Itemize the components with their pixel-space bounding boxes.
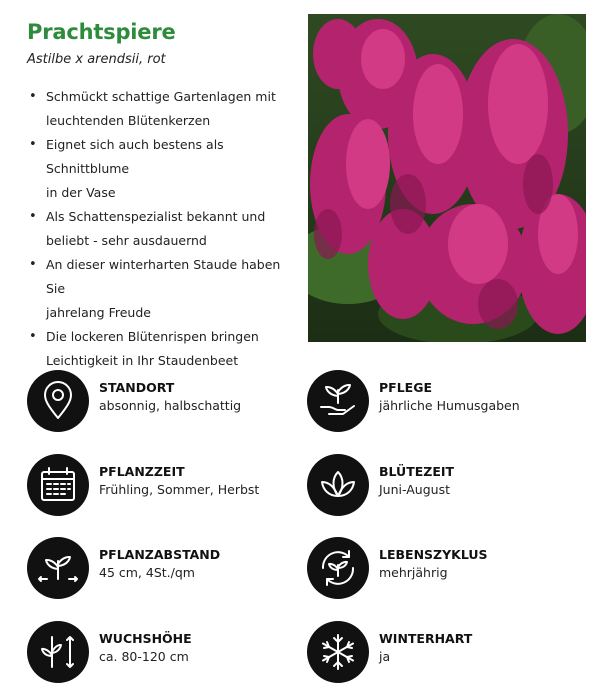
feature-value: 45 cm, 4St./qm <box>99 565 195 580</box>
feature-value: ca. 80-120 cm <box>99 649 189 664</box>
feature-value: Juni-August <box>379 482 450 497</box>
feature-value: absonnig, halbschattig <box>99 398 242 413</box>
feature-value: jährliche Humusgaben <box>379 398 520 413</box>
bullet-item: • Schmückt schattige Gartenlagen mit leuchtenden Blütenkerzen <box>27 85 297 133</box>
plant-height-icon <box>27 621 89 683</box>
bullet-item: • Als Schattenspezialist bekannt und beliebt - sehr ausdauernd <box>27 205 297 253</box>
feature-pflege <box>307 370 577 434</box>
feature-label: PFLANZABSTAND <box>99 547 221 562</box>
feature-pflanzabstand <box>27 537 297 601</box>
feature-bluetezeit <box>307 454 577 518</box>
feature-pflanzzeit <box>27 454 297 518</box>
bullet-item: • An dieser winterharten Staude haben Sie jahrelang Freude <box>27 253 297 325</box>
feature-value: ja <box>379 649 391 664</box>
feature-label: PFLEGE <box>379 380 433 395</box>
page-title: Prachtspiere <box>27 20 176 44</box>
feature-bullet-list <box>27 85 297 373</box>
product-photo <box>308 14 586 342</box>
feature-label: WUCHSHÖHE <box>99 631 192 646</box>
feature-label: BLÜTEZEIT <box>379 464 455 479</box>
feature-value: Frühling, Sommer, Herbst <box>99 482 260 497</box>
feature-label: WINTERHART <box>379 631 473 646</box>
feature-value: mehrjährig <box>379 565 448 580</box>
feature-label: LEBENSZYKLUS <box>379 547 488 562</box>
feature-wuchshoehe <box>27 621 297 685</box>
lotus-flower-icon <box>307 454 369 516</box>
astilbe-flower-image <box>308 14 586 342</box>
bullet-item: • Die lockeren Blütenrispen bringen Leichtigkeit in Ihr Staudenbeet <box>27 325 297 373</box>
lifecycle-icon <box>307 537 369 599</box>
feature-label: STANDORT <box>99 380 175 395</box>
feature-standort <box>27 370 297 434</box>
snowflake-icon <box>307 621 369 683</box>
feature-winterhart <box>307 621 577 685</box>
plant-spacing-icon <box>27 537 89 599</box>
botanical-name: Astilbe x arendsii, rot <box>27 52 166 67</box>
feature-label: PFLANZZEIT <box>99 464 185 479</box>
location-pin-icon <box>27 370 89 432</box>
bullet-item: • Eignet sich auch bestens als Schnittblume in der Vase <box>27 133 297 205</box>
feature-lebenszyklus <box>307 537 577 601</box>
plant-in-hand-icon <box>307 370 369 432</box>
calendar-icon <box>27 454 89 516</box>
